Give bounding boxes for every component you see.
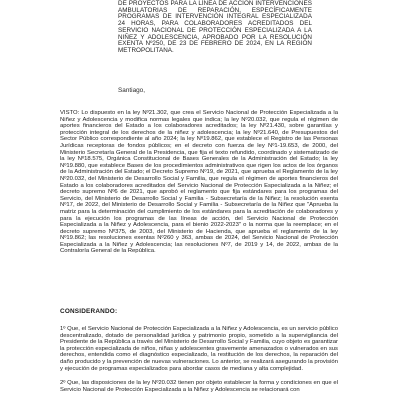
resolution-title: DE PROYECTOS PARA LA LÍNEA DE ACCIÓN INTERVENCIONES AMBULATORIAS DE REPARACIÓN, ESPECÍFICAMENTE PROGRAMAS DE INTERVENCIÓN INTEGRAL ESPECIALIZADA 24 HORAS, PARA COLABORADORES ACREDITADOS DEL SERVICIO NACIONAL DE PROTECCIÓN ESPECIALIZADA A LA NIÑEZ Y ADOLESCENCIA, APROBADO POR LA RESOLUCIÓN EXENTA Nº250, DE 23 DE FEBRERO DE 2024, EN LA REGIÓN METROPOLITANA. bbox=[118, 0, 312, 54]
considerando-paragraph-2: 2º Que, las disposiciones de la ley Nº20.032 tienen por objeto establecer la forma y condiciones en que el Servicio Nacional de Protección Especializada a la Niñez y Adolescencia se relacionará con bbox=[60, 380, 338, 393]
considerando-heading: CONSIDERANDO: bbox=[60, 308, 118, 315]
place-line: Santiago, bbox=[118, 87, 146, 94]
considerando-paragraph-1: 1º Que, el Servicio Nacional de Protección Especializada a la Niñez y Adolescencia, es un servicio público descentralizado, dotado de personalidad jurídica y patrimonio propio, sometido a la supervigilancia del Presidente de la República a través del Ministerio de Desarrollo Social y Familia, cuyo objeto es garantizar la protección especializada de niños, niñas y adolescentes gravemente amenazados o vulnerados en sus derechos, entendida como el diagnóstico especializado, la restitución de los derechos, la reparación del daño producido y la prevención de nuevas vulneraciones. Lo anterior, se realizará asegurando la provisión y ejecución de programas especializados para abordar casos de mediana y alta complejidad. bbox=[60, 326, 338, 372]
visto-paragraph: VISTO: Lo dispuesto en la ley Nº21.302, que crea el Servicio Nacional de Protección Especializada a la Niñez y Adolescencia y modifica normas legales que indica; la ley Nº20.032, que regula el régimen de aportes financieros del Estado a los colaboradores acreditados; la ley Nº21.430, sobre garantías y protección integral de los derechos de la niñez y adolescencia; la ley Nº21.640, de Presupuestos del Sector Público correspondiente al año 2024; la ley Nº19.862, que establece el Registro de las Personas Jurídicas receptoras de fondos públicos; en el decreto con fuerza de ley Nº1-19.653, de 2000, del Ministerio Secretaría General de la Presidencia, que fija el texto refundido, coordinado y sistematizado de la ley Nº18.575, Orgánica Constitucional de Bases Generales de la Administración del Estado; la ley Nº19.880, que establece Bases de los procedimientos administrativos que rigen los actos de los órganos de la Administración del Estado; el Decreto Supremo Nº19, de 2021, que aprueba el Reglamento de la ley Nº20.032, del Ministerio de Desarrollo Social y Familia, que regula el régimen de aportes financieros del Estado a los colaboradores acreditados del Servicio Nacional de Protección Especializada a la Niñez; el decreto supremo Nº6 de 2021, que aprobó el reglamento que fija estándares para los programas del Servicio, del Ministerio de Desarrollo Social y Familia - Subsecretaría de la Niñez; la resolución exenta Nº17, de 2022, del Ministerio de Desarrollo Social y Familia - Subsecretaría de la Niñez que "Aprueba la matriz para la determinación del cumplimiento de los estándares para la acreditación de colaboradores y para la ejecución los programas de las líneas de acción, del Servicio Nacional de Protección Especializada a la Niñez y Adolescencia, para el bienio 2022-2023" o la norma que la reemplace; en el decreto supremo Nº375, de 2003, del Ministerio de Hacienda, que aprueba el reglamento de la ley Nº19.862; las resoluciones exentas Nº260 y 363, ambas de 2024, del Servicio Nacional de Protección Especializada a la Niñez y Adolescencia; las resoluciones Nº7, de 2019 y 14, de 2022, ambas de la Contraloría General de la República. bbox=[60, 110, 338, 255]
